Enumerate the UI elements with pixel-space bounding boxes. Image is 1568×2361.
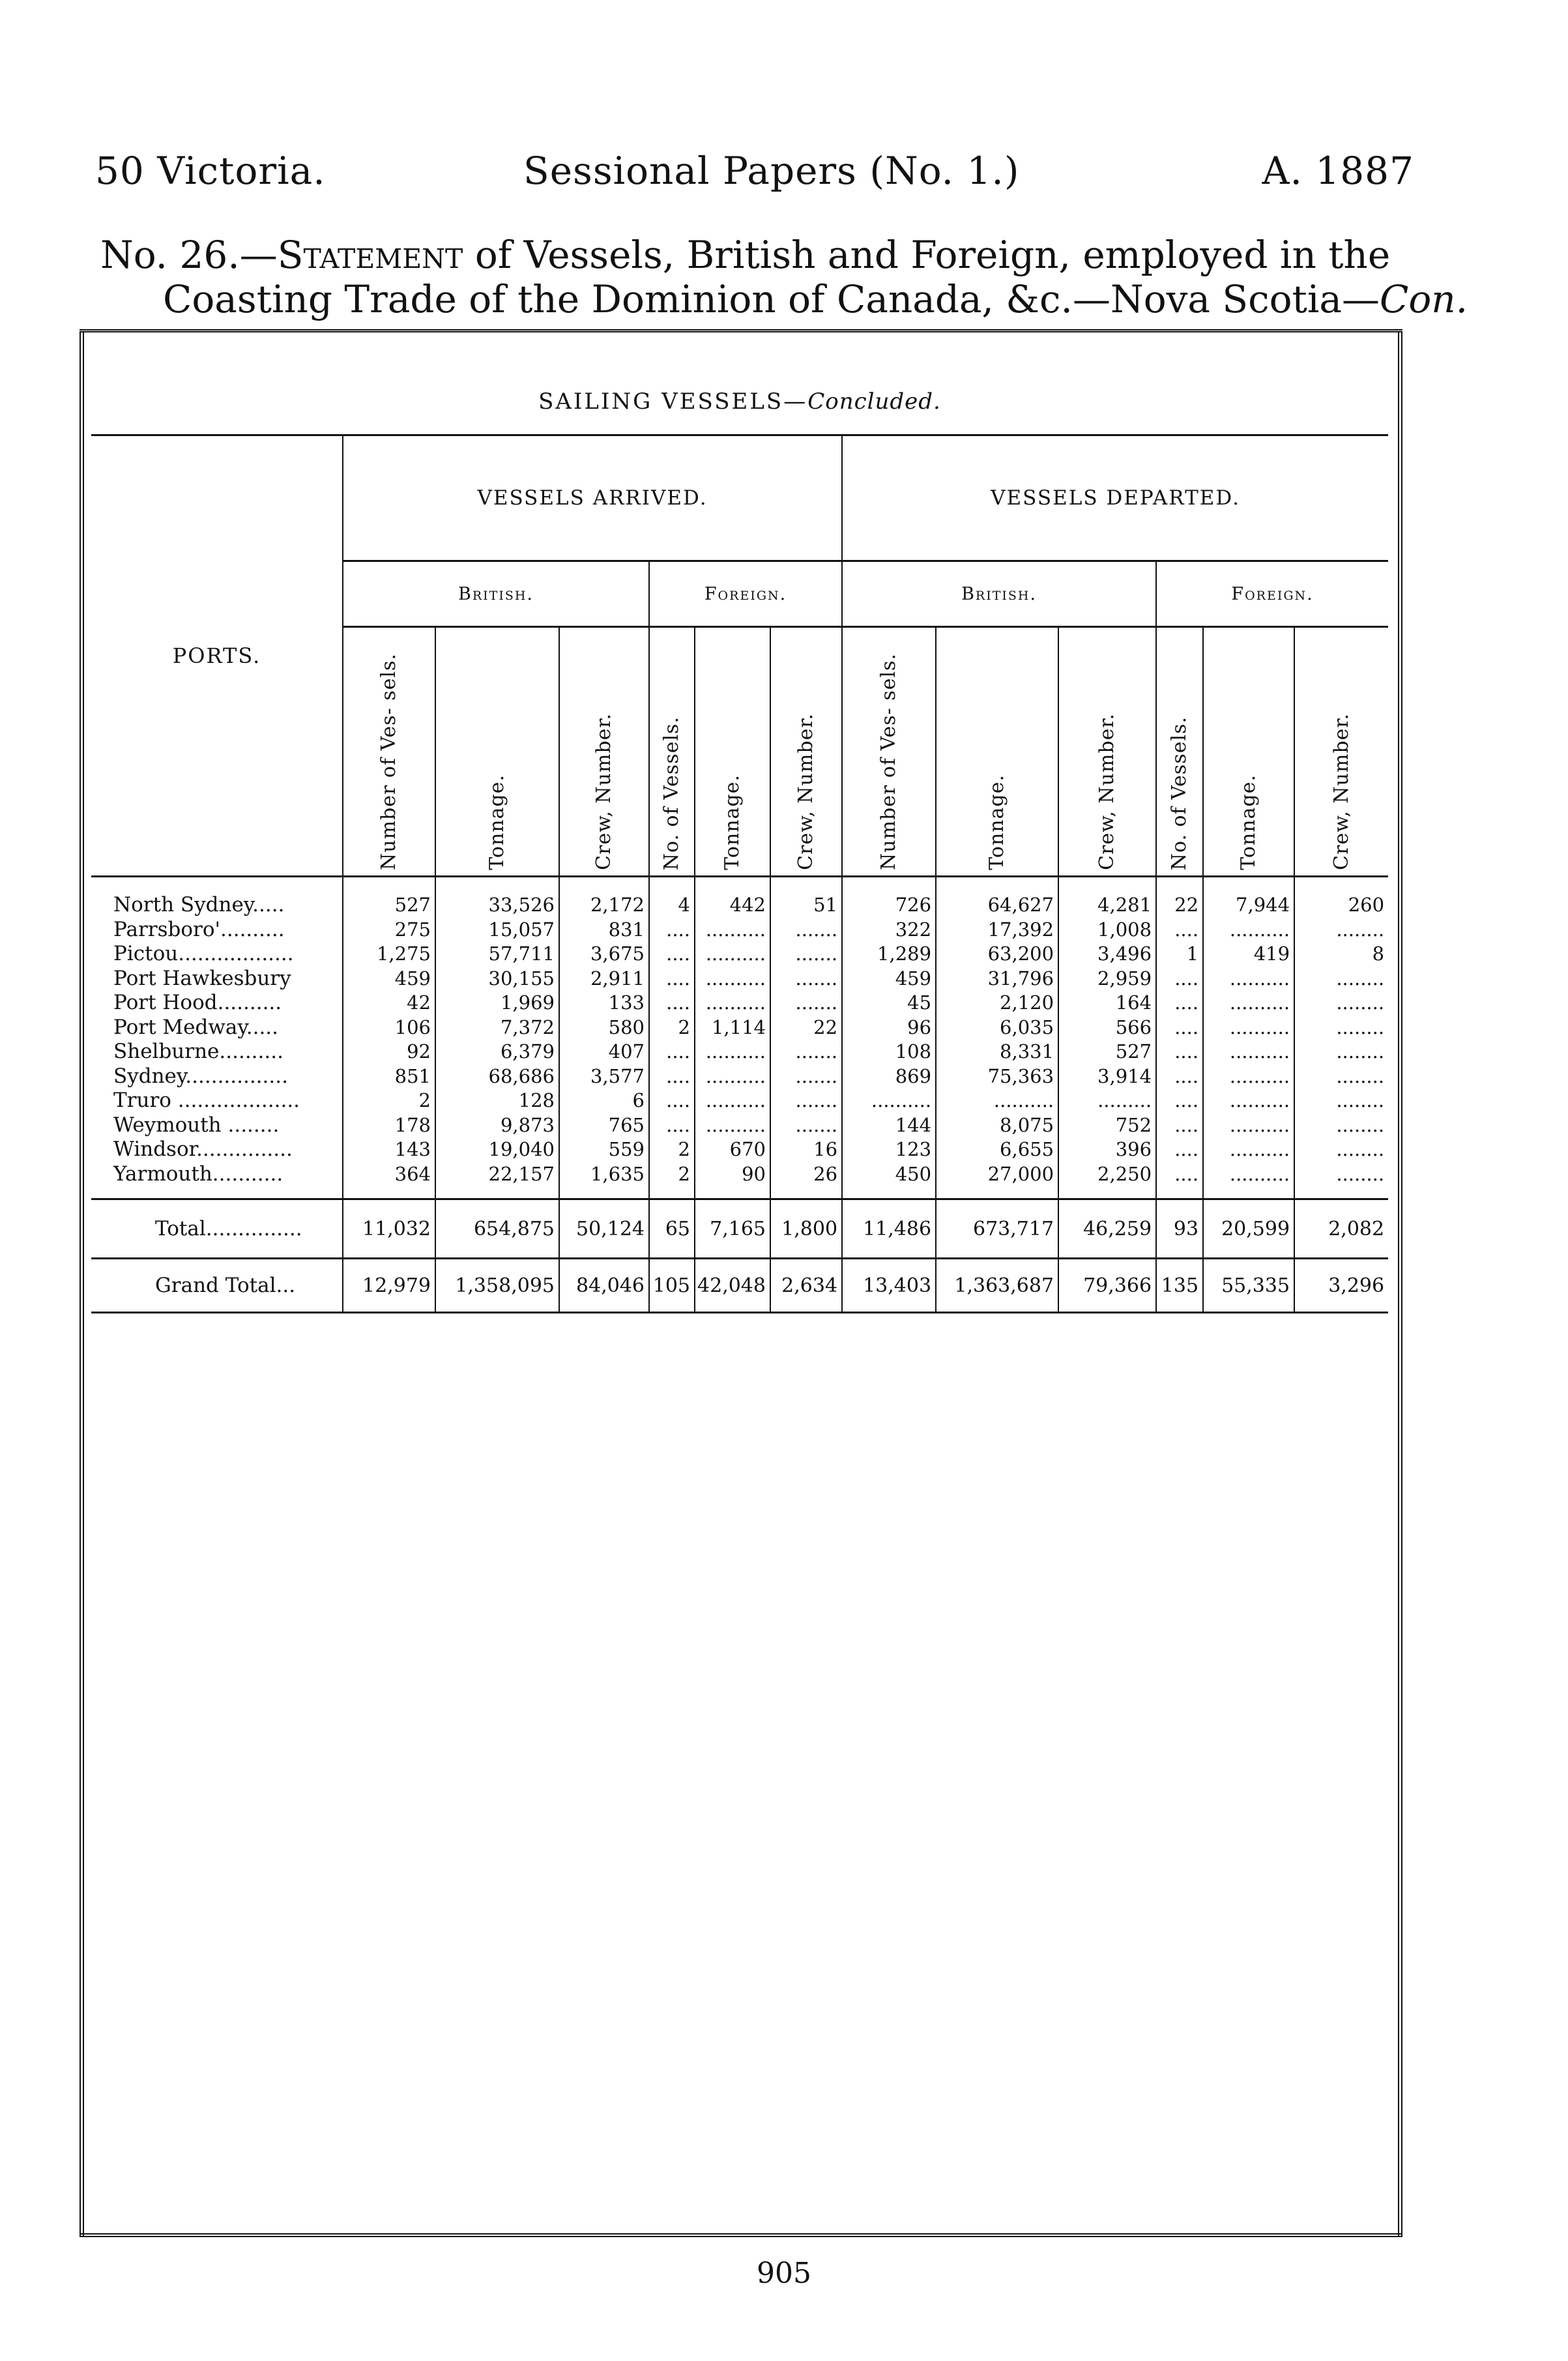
cell-arr-brit-crew: 133 — [559, 991, 649, 1016]
cell-arr-brit-crew: 3,577 — [559, 1064, 649, 1089]
cell-arr-for-tonnage: .......... — [695, 1064, 770, 1089]
cell-dep-brit-vessels: 96 — [842, 1016, 936, 1040]
cell-arr-brit-tonnage: 30,155 — [435, 967, 559, 991]
cell-arr-for-vessels: .... — [649, 1113, 695, 1138]
cell-dep-brit-vessels: 144 — [842, 1113, 936, 1138]
cell-dep-for-crew: ........ — [1294, 991, 1388, 1016]
cell-dep-for-vessels: .... — [1156, 967, 1203, 991]
table-row — [91, 1162, 1388, 1199]
cell-arr-brit-vessels: 106 — [343, 1016, 435, 1040]
cell-arr-brit-tonnage: 22,157 — [435, 1162, 559, 1199]
cell-arr-for-tonnage: 1,114 — [695, 1016, 770, 1040]
cell-arr-for-crew: 26 — [770, 1162, 842, 1199]
port-name: Weymouth ........ — [113, 1113, 280, 1137]
arrived-group-header: VESSELS ARRIVED. — [343, 435, 842, 561]
col-header-arr-brit-vessels: Number of Ves- sels. — [343, 627, 435, 877]
departed-foreign-header: Foreign. — [1156, 561, 1388, 627]
cell-dep-brit-crew: 79,366 — [1058, 1259, 1156, 1313]
cell-arr-brit-crew: 580 — [559, 1016, 649, 1040]
cell-arr-for-crew: 22 — [770, 1016, 842, 1040]
cell-dep-for-vessels: 135 — [1156, 1259, 1203, 1313]
cell-dep-for-crew: ........ — [1294, 1040, 1388, 1064]
cell-arr-brit-vessels: 42 — [343, 991, 435, 1016]
col-header-arr-for-crew: Crew, Number. — [770, 627, 842, 877]
cell-arr-for-vessels: 2 — [649, 1162, 695, 1199]
cell-arr-for-tonnage: .......... — [695, 991, 770, 1016]
cell-arr-for-vessels: 65 — [649, 1199, 695, 1259]
cell-arr-for-tonnage: 7,165 — [695, 1199, 770, 1259]
cell-dep-brit-tonnage: 8,075 — [936, 1113, 1058, 1138]
cell-dep-for-crew: 260 — [1294, 877, 1388, 918]
cell-dep-for-vessels: .... — [1156, 1089, 1203, 1113]
cell-dep-brit-crew: 396 — [1058, 1137, 1156, 1162]
cell-arr-brit-vessels: 1,275 — [343, 942, 435, 967]
cell-arr-brit-vessels: 11,032 — [343, 1199, 435, 1259]
cell-dep-for-tonnage: .......... — [1203, 1162, 1294, 1199]
cell-dep-for-tonnage: 20,599 — [1203, 1199, 1294, 1259]
cell-dep-for-vessels: .... — [1156, 1064, 1203, 1089]
table-row — [91, 918, 1388, 943]
ports-column-header: PORTS. — [91, 435, 343, 877]
cell-arr-for-tonnage: .......... — [695, 918, 770, 943]
col-header-dep-brit-vessels: Number of Ves- sels. — [842, 627, 936, 877]
cell-arr-brit-crew: 407 — [559, 1040, 649, 1064]
cell-dep-brit-tonnage: 6,035 — [936, 1016, 1058, 1040]
cell-arr-for-tonnage: .......... — [695, 1040, 770, 1064]
cell-dep-for-crew: ........ — [1294, 1089, 1388, 1113]
cell-dep-brit-tonnage: 673,717 — [936, 1199, 1058, 1259]
port-name: Yarmouth........... — [113, 1162, 283, 1186]
table-row — [91, 1016, 1388, 1040]
cell-dep-brit-tonnage: 2,120 — [936, 991, 1058, 1016]
cell-arr-brit-vessels: 178 — [343, 1113, 435, 1138]
cell-dep-for-vessels: 1 — [1156, 942, 1203, 967]
cell-dep-brit-crew: 752 — [1058, 1113, 1156, 1138]
cell-dep-for-tonnage: 55,335 — [1203, 1259, 1294, 1313]
cell-arr-for-crew: ....... — [770, 991, 842, 1016]
cell-arr-brit-crew: 84,046 — [559, 1259, 649, 1313]
arrived-british-header: British. — [343, 561, 649, 627]
port-name: Sydney................ — [113, 1064, 288, 1088]
cell-dep-for-tonnage: .......... — [1203, 967, 1294, 991]
cell-dep-brit-vessels: 123 — [842, 1137, 936, 1162]
cell-dep-for-vessels: .... — [1156, 991, 1203, 1016]
cell-dep-brit-tonnage: 63,200 — [936, 942, 1058, 967]
table-row — [91, 942, 1388, 967]
cell-dep-brit-vessels: 322 — [842, 918, 936, 943]
port-name: Grand Total... — [91, 1259, 343, 1313]
cell-arr-brit-crew: 831 — [559, 918, 649, 943]
cell-arr-brit-vessels: 275 — [343, 918, 435, 943]
cell-dep-for-crew: 3,296 — [1294, 1259, 1388, 1313]
cell-dep-brit-crew: 3,914 — [1058, 1064, 1156, 1089]
vessels-table — [91, 434, 1388, 1313]
cell-arr-brit-vessels: 92 — [343, 1040, 435, 1064]
cell-dep-for-tonnage: .......... — [1203, 918, 1294, 943]
cell-arr-for-tonnage: .......... — [695, 942, 770, 967]
cell-dep-brit-tonnage: 31,796 — [936, 967, 1058, 991]
cell-dep-for-vessels: 93 — [1156, 1199, 1203, 1259]
port-name: Shelburne.......... — [113, 1040, 283, 1063]
port-name: North Sydney..... — [113, 893, 285, 917]
cell-dep-brit-tonnage: 17,392 — [936, 918, 1058, 943]
cell-dep-for-vessels: .... — [1156, 1016, 1203, 1040]
cell-dep-for-tonnage: 7,944 — [1203, 877, 1294, 918]
cell-dep-for-tonnage: .......... — [1203, 991, 1294, 1016]
cell-dep-brit-vessels: 45 — [842, 991, 936, 1016]
cell-arr-for-crew: ....... — [770, 1089, 842, 1113]
table-title-line2: Coasting Trade of the Dominion of Canada, &c.—Nova Scotia—Con. — [163, 277, 1468, 321]
cell-arr-for-vessels: .... — [649, 1089, 695, 1113]
cell-dep-for-tonnage: .......... — [1203, 1016, 1294, 1040]
cell-dep-brit-crew: 4,281 — [1058, 877, 1156, 918]
cell-dep-for-crew: ........ — [1294, 967, 1388, 991]
port-name: Port Hawkesbury — [113, 966, 291, 990]
cell-dep-for-vessels: .... — [1156, 1162, 1203, 1199]
page-number: 905 — [757, 2257, 811, 2290]
col-header-dep-brit-crew: Crew, Number. — [1058, 627, 1156, 877]
cell-arr-for-crew: ....... — [770, 1040, 842, 1064]
cell-arr-for-vessels: .... — [649, 1064, 695, 1089]
table-row — [91, 991, 1388, 1016]
cell-dep-brit-tonnage: 8,331 — [936, 1040, 1058, 1064]
cell-arr-for-tonnage: 670 — [695, 1137, 770, 1162]
cell-dep-brit-tonnage: .......... — [936, 1089, 1058, 1113]
col-header-arr-for-vessels: No. of Vessels. — [649, 627, 695, 877]
cell-arr-brit-vessels: 459 — [343, 967, 435, 991]
cell-dep-for-vessels: .... — [1156, 918, 1203, 943]
cell-arr-for-tonnage: 42,048 — [695, 1259, 770, 1313]
cell-dep-brit-crew: 3,496 — [1058, 942, 1156, 967]
cell-arr-for-crew: 1,800 — [770, 1199, 842, 1259]
cell-dep-for-tonnage: 419 — [1203, 942, 1294, 967]
cell-dep-brit-tonnage: 1,363,687 — [936, 1259, 1058, 1313]
cell-arr-brit-tonnage: 6,379 — [435, 1040, 559, 1064]
cell-arr-for-vessels: 2 — [649, 1016, 695, 1040]
cell-dep-brit-vessels: 13,403 — [842, 1259, 936, 1313]
table-title-line1: No. 26.—Statement of Vessels, British and Foreign, employed in the — [100, 233, 1391, 277]
cell-arr-for-tonnage: .......... — [695, 1089, 770, 1113]
cell-arr-brit-tonnage: 19,040 — [435, 1137, 559, 1162]
cell-dep-for-vessels: .... — [1156, 1137, 1203, 1162]
cell-arr-brit-vessels: 851 — [343, 1064, 435, 1089]
cell-dep-brit-crew: 2,250 — [1058, 1162, 1156, 1199]
table-row — [91, 1089, 1388, 1113]
cell-arr-brit-vessels: 527 — [343, 877, 435, 918]
cell-dep-brit-tonnage: 64,627 — [936, 877, 1058, 918]
cell-arr-brit-tonnage: 9,873 — [435, 1113, 559, 1138]
cell-arr-brit-crew: 50,124 — [559, 1199, 649, 1259]
header-session: 50 Victoria. — [95, 149, 326, 193]
cell-arr-brit-crew: 2,911 — [559, 967, 649, 991]
cell-arr-for-crew: ....... — [770, 918, 842, 943]
cell-dep-for-crew: ........ — [1294, 1016, 1388, 1040]
col-header-arr-brit-tonnage: Tonnage. — [435, 627, 559, 877]
cell-dep-brit-crew: 46,259 — [1058, 1199, 1156, 1259]
cell-dep-for-crew: ........ — [1294, 1137, 1388, 1162]
cell-dep-brit-crew: 1,008 — [1058, 918, 1156, 943]
cell-arr-brit-tonnage: 33,526 — [435, 877, 559, 918]
cell-arr-brit-crew: 765 — [559, 1113, 649, 1138]
cell-arr-brit-crew: 3,675 — [559, 942, 649, 967]
cell-arr-for-vessels: .... — [649, 918, 695, 943]
cell-arr-for-vessels: 2 — [649, 1137, 695, 1162]
cell-dep-brit-vessels: 108 — [842, 1040, 936, 1064]
cell-arr-brit-vessels: 12,979 — [343, 1259, 435, 1313]
cell-arr-brit-tonnage: 128 — [435, 1089, 559, 1113]
cell-arr-brit-crew: 559 — [559, 1137, 649, 1162]
cell-dep-brit-crew: 566 — [1058, 1016, 1156, 1040]
cell-arr-brit-crew: 1,635 — [559, 1162, 649, 1199]
frame-bottom-rule — [80, 2233, 1402, 2237]
col-header-dep-for-vessels: No. of Vessels. — [1156, 627, 1203, 877]
cell-arr-for-crew: ....... — [770, 942, 842, 967]
cell-arr-for-tonnage: 442 — [695, 877, 770, 918]
cell-arr-brit-tonnage: 1,969 — [435, 991, 559, 1016]
cell-dep-for-crew: 8 — [1294, 942, 1388, 967]
cell-dep-for-crew: ........ — [1294, 1113, 1388, 1138]
col-header-dep-for-crew: Crew, Number. — [1294, 627, 1388, 877]
table-row — [91, 1064, 1388, 1089]
departed-group-header: VESSELS DEPARTED. — [842, 435, 1388, 561]
cell-arr-for-crew: ....... — [770, 1113, 842, 1138]
cell-dep-for-tonnage: .......... — [1203, 1040, 1294, 1064]
cell-dep-for-tonnage: .......... — [1203, 1064, 1294, 1089]
cell-dep-for-crew: ........ — [1294, 1064, 1388, 1089]
cell-arr-for-crew: 51 — [770, 877, 842, 918]
departed-british-header: British. — [842, 561, 1156, 627]
port-name: Pictou.................. — [113, 942, 294, 965]
cell-dep-brit-crew: 527 — [1058, 1040, 1156, 1064]
port-name: Total............... — [91, 1199, 343, 1259]
cell-arr-for-crew: 2,634 — [770, 1259, 842, 1313]
cell-arr-brit-vessels: 143 — [343, 1137, 435, 1162]
cell-arr-for-vessels: 4 — [649, 877, 695, 918]
cell-arr-brit-tonnage: 7,372 — [435, 1016, 559, 1040]
cell-arr-for-crew: ....... — [770, 967, 842, 991]
cell-dep-brit-vessels: 869 — [842, 1064, 936, 1089]
cell-dep-for-tonnage: .......... — [1203, 1089, 1294, 1113]
section-title: SAILING VESSELS—Concluded. — [538, 389, 941, 415]
cell-dep-brit-vessels: 1,289 — [842, 942, 936, 967]
col-header-dep-for-tonnage: Tonnage. — [1203, 627, 1294, 877]
statistics-table-area — [91, 365, 1388, 1313]
cell-dep-for-vessels: 22 — [1156, 877, 1203, 918]
cell-arr-for-vessels: .... — [649, 942, 695, 967]
cell-arr-brit-crew: 2,172 — [559, 877, 649, 918]
cell-dep-brit-crew: 2,959 — [1058, 967, 1156, 991]
col-header-arr-brit-crew: Crew, Number. — [559, 627, 649, 877]
cell-arr-for-vessels: .... — [649, 991, 695, 1016]
cell-arr-for-vessels: .... — [649, 967, 695, 991]
port-name: Parrsboro'.......... — [113, 917, 285, 941]
cell-arr-for-tonnage: .......... — [695, 967, 770, 991]
cell-arr-for-vessels: 105 — [649, 1259, 695, 1313]
table-row — [91, 1040, 1388, 1064]
cell-arr-brit-vessels: 2 — [343, 1089, 435, 1113]
cell-dep-brit-vessels: .......... — [842, 1089, 936, 1113]
header-year: A. 1887 — [1262, 149, 1414, 193]
cell-arr-for-crew: 16 — [770, 1137, 842, 1162]
table-row — [91, 1113, 1388, 1138]
cell-dep-brit-tonnage: 27,000 — [936, 1162, 1058, 1199]
header-sessional-papers: Sessional Papers (No. 1.) — [523, 149, 1020, 193]
cell-arr-brit-tonnage: 15,057 — [435, 918, 559, 943]
grand-total-row — [91, 1259, 1388, 1313]
col-header-dep-brit-tonnage: Tonnage. — [936, 627, 1058, 877]
total-row — [91, 1199, 1388, 1259]
cell-dep-brit-vessels: 726 — [842, 877, 936, 918]
cell-arr-brit-crew: 6 — [559, 1089, 649, 1113]
port-name: Port Medway..... — [113, 1015, 279, 1039]
cell-dep-brit-vessels: 459 — [842, 967, 936, 991]
port-name: Port Hood.......... — [113, 991, 282, 1014]
cell-dep-for-vessels: .... — [1156, 1040, 1203, 1064]
cell-dep-for-crew: ........ — [1294, 918, 1388, 943]
cell-dep-for-tonnage: .......... — [1203, 1137, 1294, 1162]
table-row — [91, 877, 1388, 918]
port-name: Truro ................... — [113, 1089, 300, 1112]
table-row — [91, 967, 1388, 991]
cell-dep-brit-crew: 164 — [1058, 991, 1156, 1016]
cell-arr-for-tonnage: .......... — [695, 1113, 770, 1138]
cell-dep-for-vessels: .... — [1156, 1113, 1203, 1138]
cell-arr-for-crew: ....... — [770, 1064, 842, 1089]
col-header-arr-for-tonnage: Tonnage. — [695, 627, 770, 877]
cell-arr-for-vessels: .... — [649, 1040, 695, 1064]
cell-arr-brit-tonnage: 57,711 — [435, 942, 559, 967]
cell-arr-brit-tonnage: 654,875 — [435, 1199, 559, 1259]
cell-arr-for-tonnage: 90 — [695, 1162, 770, 1199]
cell-dep-for-tonnage: .......... — [1203, 1113, 1294, 1138]
cell-dep-brit-tonnage: 75,363 — [936, 1064, 1058, 1089]
cell-dep-for-crew: 2,082 — [1294, 1199, 1388, 1259]
cell-dep-brit-tonnage: 6,655 — [936, 1137, 1058, 1162]
cell-arr-brit-tonnage: 1,358,095 — [435, 1259, 559, 1313]
cell-dep-brit-vessels: 11,486 — [842, 1199, 936, 1259]
cell-arr-brit-tonnage: 68,686 — [435, 1064, 559, 1089]
cell-dep-brit-crew: ......... — [1058, 1089, 1156, 1113]
cell-arr-brit-vessels: 364 — [343, 1162, 435, 1199]
port-name: Windsor............... — [113, 1137, 293, 1161]
arrived-foreign-header: Foreign. — [649, 561, 842, 627]
table-row — [91, 1137, 1388, 1162]
cell-dep-for-crew: ........ — [1294, 1162, 1388, 1199]
cell-dep-brit-vessels: 450 — [842, 1162, 936, 1199]
